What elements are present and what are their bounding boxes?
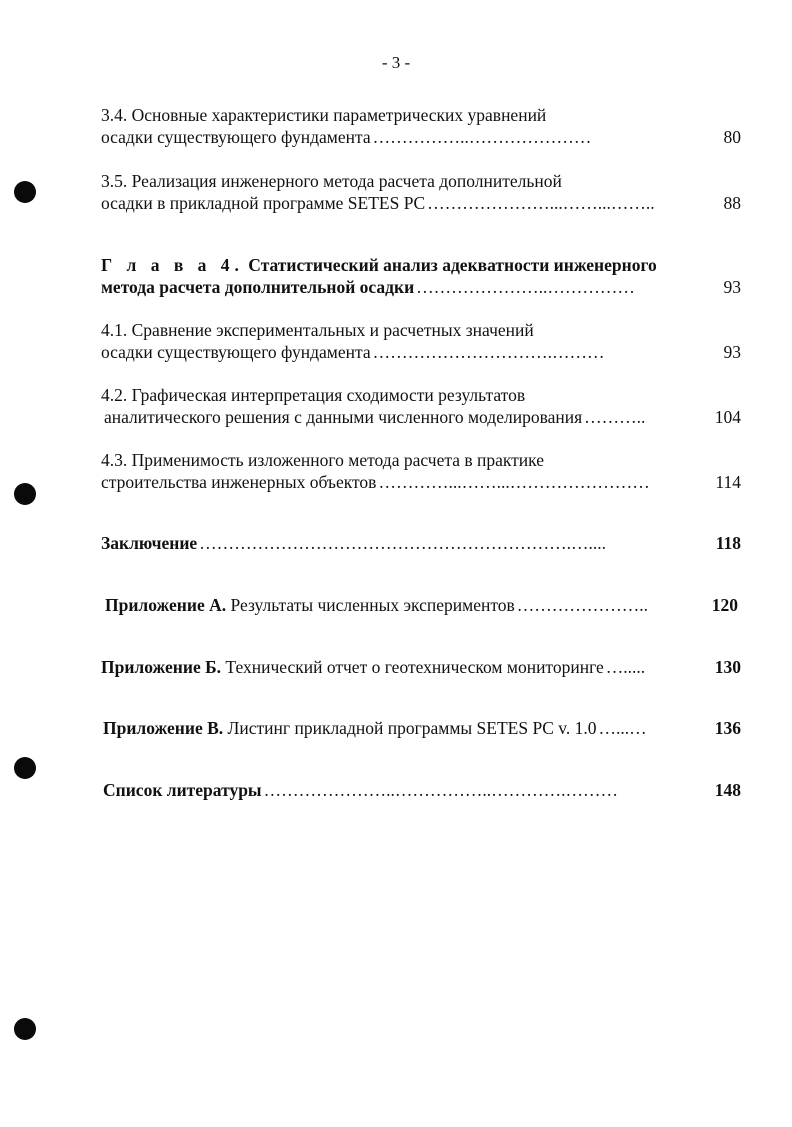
toc-page-number: 114: [715, 472, 741, 492]
dot-leader: ………..: [584, 407, 646, 427]
toc-entry-title: Приложение В.: [103, 718, 224, 738]
toc-entry-text: Результаты численных экспериментов: [230, 595, 515, 615]
toc-entry-title: 4.3. Применимость изложенного метода расчета в практике: [101, 450, 544, 470]
toc-entry-4-2[interactable]: [101, 384, 741, 428]
dot-leader: …………...……...……………………: [378, 472, 650, 492]
toc-entry-title: 4.1. Сравнение экспериментальных и расчетных значений: [101, 320, 534, 340]
toc-entry-text: Технический отчет о геотехническом мониторинге: [225, 657, 604, 677]
toc-entry-3-5[interactable]: [101, 170, 741, 214]
toc-entry-title: 3.5. Реализация инженерного метода расчета дополнительной: [101, 171, 562, 191]
dot-leader: …...…: [598, 718, 647, 738]
toc-page-number: 120: [711, 595, 738, 615]
toc-entry-title: 4.2. Графическая интерпретация сходимости результатов: [101, 385, 526, 405]
toc-entry-title-cont: аналитического решения с данными численного моделирования: [104, 407, 583, 427]
toc-page-number: 148: [714, 780, 741, 800]
toc-entry-references[interactable]: [101, 779, 741, 801]
dot-leader: ………………………….………: [372, 342, 605, 362]
toc-entry-title: Заключение: [101, 533, 198, 553]
chapter-label: Г л а в а 4.: [101, 255, 244, 275]
toc-entry-appendix-a[interactable]: [101, 594, 738, 616]
toc-entry-title: Приложение Б.: [101, 657, 222, 677]
toc-entry-title-cont: строительства инженерных объектов: [101, 472, 377, 492]
toc-entry-title-cont: осадки существующего фундамента: [101, 342, 371, 362]
toc-entry-appendix-b[interactable]: [101, 656, 741, 678]
binding-hole: [14, 757, 36, 779]
binding-hole: [14, 181, 36, 203]
toc-page-number: 93: [723, 342, 741, 362]
dot-leader: …………………..……………..………….………: [263, 780, 618, 800]
page-number: - 3 -: [381, 53, 411, 72]
toc-page-number: 80: [723, 127, 741, 147]
toc-entry-title: Приложение А.: [105, 595, 227, 615]
toc-entry-title-cont: метода расчета дополнительной осадки: [101, 277, 415, 297]
dot-leader: …………………...……...……..: [427, 193, 655, 213]
binding-hole: [14, 483, 36, 505]
toc-entry-conclusion[interactable]: [101, 532, 741, 554]
toc-entry-chapter-4[interactable]: [101, 254, 741, 298]
dot-leader: …………………..……………: [416, 277, 635, 297]
toc-entry-title-cont: осадки существующего фундамента: [101, 127, 371, 147]
toc-entry-text: Листинг прикладной программы SETES PC v. 1.0: [227, 718, 597, 738]
binding-hole: [14, 1018, 36, 1040]
dot-leader: ……………………………………………………….…....: [199, 533, 607, 553]
toc-entry-appendix-v[interactable]: [101, 717, 741, 739]
dot-leader: …………………..: [516, 595, 649, 615]
toc-page-number: 93: [723, 277, 741, 297]
toc-entry-title: Список литературы: [103, 780, 262, 800]
toc-entry-title: Статистический анализ адекватности инженерного: [248, 255, 657, 275]
toc-entry-3-4[interactable]: [101, 104, 741, 148]
toc-page-number: 104: [714, 407, 741, 427]
toc-entry-4-3[interactable]: [101, 449, 741, 493]
toc-page-number: 118: [715, 533, 741, 553]
toc-entry-title-cont: осадки в прикладной программе SETES PC: [101, 193, 426, 213]
toc-entry-4-1[interactable]: [101, 319, 741, 363]
toc-page-number: 136: [714, 718, 741, 738]
toc-entry-title: 3.4. Основные характеристики параметрических уравнений: [101, 105, 547, 125]
dot-leader: ….....: [605, 657, 646, 677]
toc-page-number: 130: [714, 657, 741, 677]
toc-page-number: 88: [723, 193, 741, 213]
dot-leader: ……………..…………………: [372, 127, 592, 147]
